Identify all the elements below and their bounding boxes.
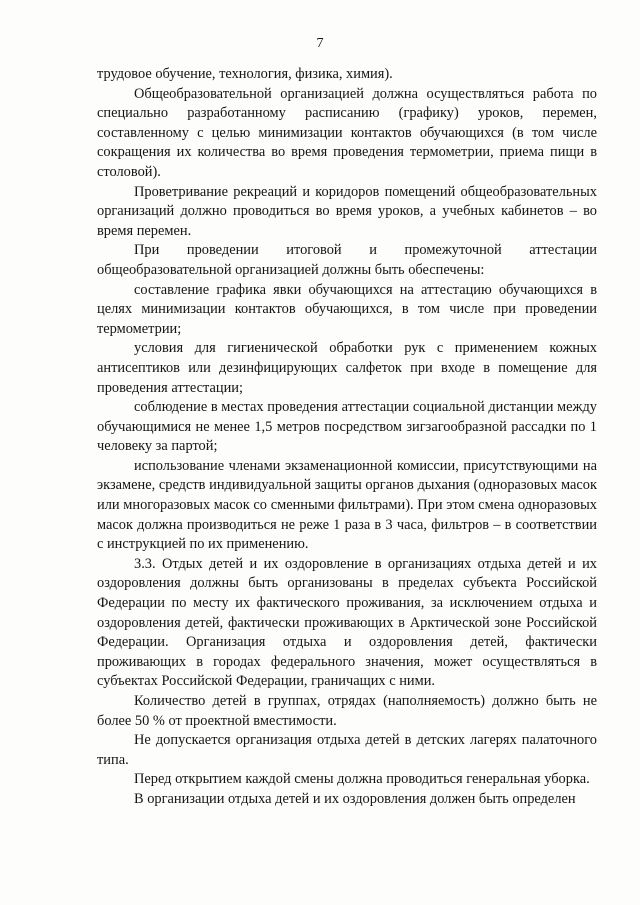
paragraph-continuation: трудовое обучение, технология, физика, химия).	[97, 66, 393, 82]
paragraph-general-cleaning: Перед открытием каждой смены должна проводиться генеральная уборка.	[134, 771, 590, 788]
paragraph-tent-camps: Не допускается организация отдыха детей в детских лагерях палаточного типа.	[97, 732, 597, 768]
paragraph-section-3-3: 3.3. Отдых детей и их оздоровление в организациях отдыха детей и их оздоровления должны быть организованы в пределах субъекта Российской Федерации по месту их фактического проживания, за исключением отдыха и оздоровления детей, фактически проживающих в Арктической зоне Российской Федерации. Организация отдыха и оздоровления детей, фактически проживающих в городах федерального значения, может осуществляться в субъектах Российской Федерации, граничащих с ними.	[97, 555, 597, 690]
paragraph-group-size: Количество детей в группах, отрядах (наполняемость) должно быть не более 50 % от проектной вместимости.	[97, 693, 597, 729]
document-body	[97, 65, 597, 810]
page-number: 7	[316, 36, 324, 51]
paragraph-protective-equipment: использование членами экзаменационной комиссии, присутствующими на экзамене, средств индивидуальной защиты органов дыхания (одноразовых масок или многоразовых масок со сменными фильтрами). При этом смена одноразовых масок должна производиться не реже 1 раза в 3 часа, фильтров – в соответствии с инструкцией по их применению.	[97, 457, 597, 553]
paragraph-ventilation: Проветривание рекреаций и коридоров помещений общеобразовательных организаций должно проводиться во время уроков, а учебных кабинетов – во время перемен.	[97, 183, 597, 239]
paragraph-hand-hygiene: условия для гигиенической обработки рук с применением кожных антисептиков или дезинфицирующих салфеток при входе в помещение для проведения аттестации;	[97, 340, 597, 396]
paragraph-attestation-intro: При проведении итоговой и промежуточной аттестации общеобразовательной организацией должны быть обеспечены:	[97, 242, 597, 278]
paragraph-schedule: Общеобразовательной организацией должна осуществляться работа по специально разработанному расписанию (графику) уроков, перемен, составленному с целью минимизации контактов обучающихся (в том числе сокращения их количества во время проведения термометрии, приема пищи в столовой).	[97, 85, 597, 180]
paragraph-social-distance: соблюдение в местах проведения аттестации социальной дистанции между обучающимися не менее 1,5 метров посредством зигзагообразной рассадки по 1 человеку за партой;	[97, 399, 597, 455]
paragraph-final-line: В организации отдыха детей и их оздоровления должен быть определен	[134, 790, 576, 807]
paragraph-attendance-schedule: составление графика явки обучающихся на аттестацию обучающихся в целях минимизации контактов обучающихся, в том числе при проведении термометрии;	[97, 281, 597, 337]
